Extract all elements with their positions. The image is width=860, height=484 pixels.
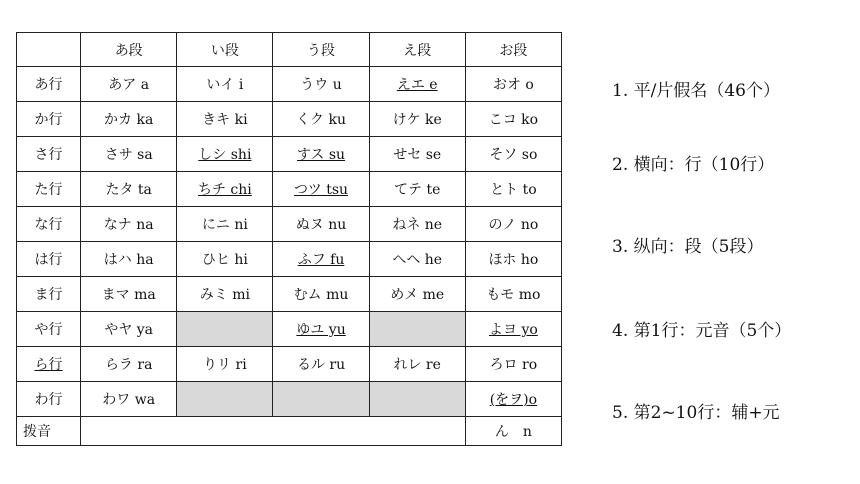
kana-text: きキ ki	[202, 112, 248, 128]
kana-cell	[177, 172, 273, 207]
kana-text: いイ i	[206, 77, 244, 93]
kana-cell	[273, 67, 369, 102]
kana-text: みミ mi	[199, 287, 250, 303]
kana-text: ひヒ hi	[201, 252, 248, 268]
table-row	[17, 242, 562, 277]
kana-text: やヤ ya	[104, 322, 154, 338]
kana-text: りリ ri	[203, 357, 247, 373]
kana-text: ふフ fu	[297, 252, 345, 268]
row-header	[17, 102, 81, 137]
kana-text: ろロ ro	[489, 357, 538, 373]
kana-cell	[81, 277, 177, 312]
column-header: う段	[273, 33, 369, 67]
row-header-label: ま行	[34, 287, 63, 303]
kana-cell	[465, 242, 561, 277]
blank-cell	[81, 417, 466, 446]
kana-text: うウ u	[300, 77, 342, 93]
kana-cell	[465, 172, 561, 207]
kana-cell	[273, 347, 369, 382]
kana-text: そソ so	[489, 147, 538, 163]
row-header-label: か行	[34, 112, 63, 128]
kana-table	[16, 32, 562, 446]
note-4: 4. 第1行：元音（5个）	[612, 321, 792, 341]
row-header-label: あ行	[34, 77, 63, 93]
kana-cell	[81, 312, 177, 347]
kana-cell	[273, 207, 369, 242]
kana-cell	[177, 137, 273, 172]
kana-text: へヘ he	[392, 252, 443, 268]
nasal-cell: ん n	[465, 417, 561, 446]
kana-text: なナ na	[103, 217, 154, 233]
kana-text: ぬヌ nu	[295, 217, 347, 233]
kana-cell	[465, 137, 561, 172]
kana-cell	[465, 312, 561, 347]
kana-text: にニ ni	[201, 217, 248, 233]
kana-cell	[81, 347, 177, 382]
column-header: え段	[369, 33, 465, 67]
kana-text: くク ku	[296, 112, 347, 128]
kana-cell	[465, 207, 561, 242]
table-row	[17, 277, 562, 312]
kana-text: こコ ko	[488, 112, 539, 128]
empty-cell	[369, 382, 465, 417]
row-header	[17, 137, 81, 172]
kana-text: けケ ke	[392, 112, 442, 128]
kana-cell	[273, 242, 369, 277]
kana-text: のノ no	[488, 217, 539, 233]
row-header-label: な行	[34, 217, 63, 233]
empty-cell	[369, 312, 465, 347]
kana-text: さサ sa	[104, 147, 153, 163]
row-header	[17, 242, 81, 277]
table-row	[17, 172, 562, 207]
kana-cell	[177, 207, 273, 242]
empty-cell	[177, 382, 273, 417]
empty-cell	[177, 312, 273, 347]
row-header	[17, 382, 81, 417]
table-row	[17, 102, 562, 137]
kana-cell	[81, 172, 177, 207]
kana-text: まマ ma	[101, 287, 156, 303]
kana-cell	[81, 207, 177, 242]
kana-cell	[465, 347, 561, 382]
table-row	[17, 67, 562, 102]
kana-cell	[369, 347, 465, 382]
row-header	[17, 277, 81, 312]
kana-cell	[465, 67, 561, 102]
kana-cell	[369, 172, 465, 207]
row-header	[17, 67, 81, 102]
kana-cell	[273, 102, 369, 137]
kana-text: あア a	[108, 77, 150, 93]
kana-text: れレ re	[393, 357, 441, 373]
kana-cell	[273, 277, 369, 312]
kana-cell	[369, 207, 465, 242]
kana-cell	[465, 382, 561, 417]
table-row	[17, 137, 562, 172]
kana-text: ちチ chi	[197, 182, 252, 198]
kana-text: えエ e	[396, 77, 438, 93]
kana-cell	[177, 102, 273, 137]
kana-text: ゆユ yu	[296, 322, 346, 338]
kana-text: つツ tsu	[294, 182, 349, 198]
kana-cell	[369, 102, 465, 137]
row-header	[17, 312, 81, 347]
kana-cell	[177, 277, 273, 312]
kana-text: せセ se	[393, 147, 442, 163]
kana-text: てテ te	[394, 182, 441, 198]
kana-cell	[273, 312, 369, 347]
kana-text: はハ ha	[103, 252, 154, 268]
row-header-label: わ行	[34, 392, 63, 408]
kana-cell	[369, 67, 465, 102]
kana-text: るル ru	[296, 357, 346, 373]
row-header-label: さ行	[34, 147, 63, 163]
kana-cell	[273, 137, 369, 172]
kana-text: とト to	[490, 182, 537, 198]
table-row	[17, 347, 562, 382]
kana-cell	[369, 242, 465, 277]
note-5: 5. 第2~10行：辅+元	[612, 403, 780, 423]
kana-text: かカ ka	[104, 112, 154, 128]
table-row	[17, 207, 562, 242]
row-header-label: や行	[34, 322, 63, 338]
row-header-label: ら行	[34, 357, 63, 373]
note-3: 3. 纵向：段（5段）	[612, 237, 764, 257]
kana-cell	[465, 102, 561, 137]
kana-text: すス su	[296, 147, 346, 163]
row-header	[17, 172, 81, 207]
note-2: 2. 横向：行（10行）	[612, 155, 775, 175]
nasal-row	[17, 417, 562, 446]
kana-text: もモ mo	[486, 287, 541, 303]
kana-cell	[369, 277, 465, 312]
kana-text: らラ ra	[104, 357, 153, 373]
kana-cell	[177, 67, 273, 102]
kana-text: わワ wa	[102, 392, 156, 408]
kana-cell	[81, 242, 177, 277]
kana-text: (をヲ)o	[489, 392, 538, 408]
kana-cell	[81, 67, 177, 102]
kana-text: おオ o	[492, 77, 534, 93]
kana-text: よヨ yo	[489, 322, 538, 338]
row-header-label: は行	[34, 252, 63, 268]
column-header: お段	[465, 33, 561, 67]
kana-text: しシ shi	[198, 147, 252, 163]
header-row	[17, 33, 562, 67]
kana-text: たタ ta	[105, 182, 152, 198]
column-header: い段	[177, 33, 273, 67]
kana-text: ねネ ne	[392, 217, 443, 233]
note-1: 1. 平/片假名（46个）	[612, 81, 780, 101]
kana-cell	[81, 382, 177, 417]
kana-cell	[369, 137, 465, 172]
kana-text: むム mu	[293, 287, 349, 303]
kana-text: ほホ ho	[488, 252, 539, 268]
empty-cell	[273, 382, 369, 417]
kana-cell	[177, 347, 273, 382]
table-row	[17, 312, 562, 347]
kana-cell	[81, 102, 177, 137]
kana-cell	[81, 137, 177, 172]
kana-cell	[273, 172, 369, 207]
kana-cell	[177, 242, 273, 277]
header-corner	[17, 33, 81, 67]
table-row	[17, 382, 562, 417]
nasal-row-label: 拨音	[17, 417, 81, 446]
row-header	[17, 347, 81, 382]
row-header	[17, 207, 81, 242]
kana-cell	[465, 277, 561, 312]
column-header: あ段	[81, 33, 177, 67]
kana-text: めメ me	[390, 287, 445, 303]
row-header-label: た行	[34, 182, 63, 198]
